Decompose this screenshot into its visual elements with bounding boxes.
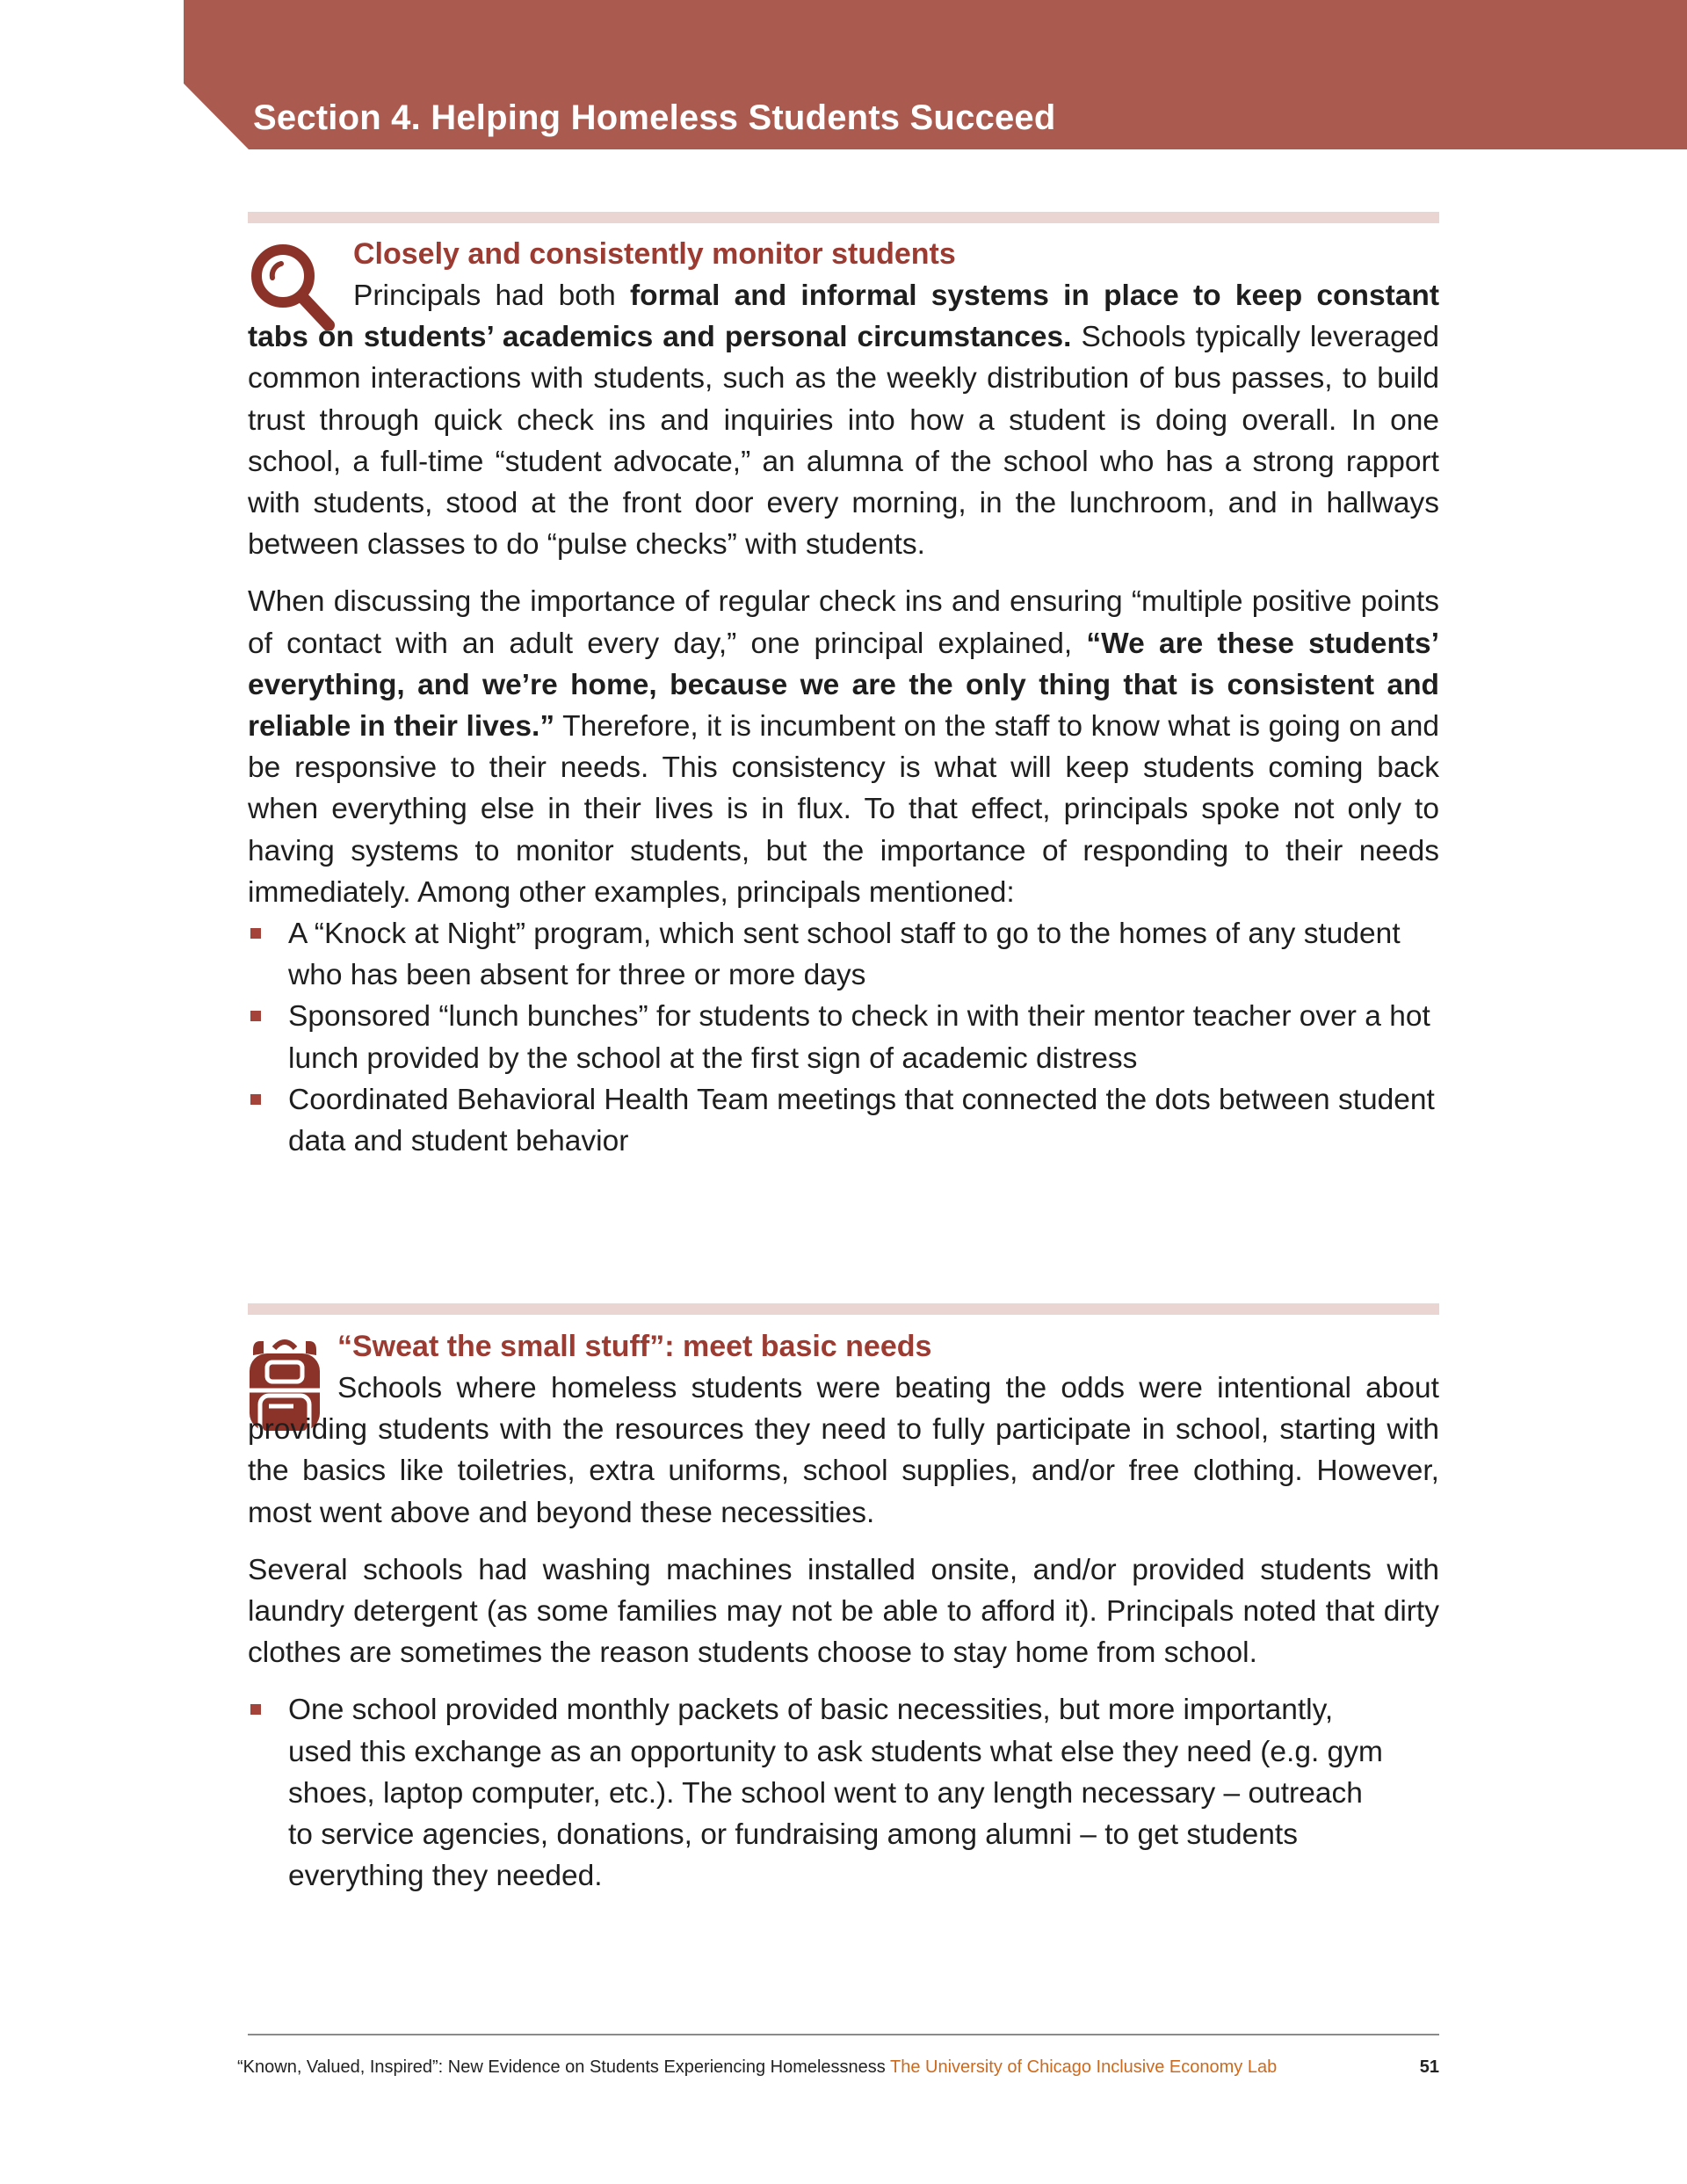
intro-paragraph: Schools where homeless students were beating the odds were intentional about providing students with the resources they need to fully participate in school, starting with the basics like toiletries, extra uniforms, school supplies, and/or free clothing. However, most went above and beyond these necessities.: [248, 1372, 1439, 1529]
list-item: [248, 996, 1439, 1078]
report-title: “Known, Valued, Inspired”: New Evidence on Students Experiencing Homelessness: [237, 2057, 886, 2077]
bullet-square-icon: [250, 1011, 261, 1021]
intro-bold: formal and informal systems in place to keep constant tabs on students’ academics and personal circumstances.: [248, 279, 1439, 354]
list-item: [248, 1079, 1439, 1162]
examples-list: [248, 913, 1439, 1162]
list-item-text: A “Knock at Night” program, which sent school staff to go to the homes of any student who has been absent for three or more days: [288, 918, 1401, 992]
section-basic-needs: [248, 1326, 1439, 1897]
page-number: 51: [1419, 2057, 1439, 2077]
page-footer: [237, 2057, 1439, 2078]
para-lead: When discussing the importance of regular check ins and ensuring “multiple positive points of contact with an adult every day,” one principal explained,: [248, 585, 1439, 660]
intro-rest: Schools typically leveraged common interactions with students, such as the weekly distribution of bus passes, to build trust through quick check ins and inquiries into how a student is doing overall. In one school, a full-time “student advocate,” an alumna of the school who has a strong rapport with students, stood at the front door every morning, in the lunchroom, and in hallways between classes to do “pulse checks” with students.: [248, 321, 1439, 562]
list-item-text: Coordinated Behavioral Health Team meetings that connected the dots between student data and student behavior: [288, 1083, 1435, 1158]
section-heading: Closely and consistently monitor students: [353, 237, 956, 271]
laundry-paragraph: Several schools had washing machines installed onsite, and/or provided students with laundry detergent (as some families may not be able to afford it). Principals noted that dirty clothes are sometimes the reason students choose to stay home from school.: [248, 1553, 1439, 1670]
organization-name: The University of Chicago Inclusive Economy Lab: [890, 2057, 1278, 2077]
list-item: [248, 1689, 1390, 1897]
section-heading: “Sweat the small stuff”: meet basic needs: [337, 1330, 932, 1363]
section-monitor-students: [248, 234, 1439, 1162]
intro-lead: Principals had both: [353, 279, 630, 312]
bullet-square-icon: [250, 1094, 261, 1105]
list-item-text: One school provided monthly packets of basic necessities, but more importantly, used this exchange as an opportunity to ask students what else they need (e.g. gym shoes, laptop computer, etc.). The school went to any length necessary – outreach to service agencies, donations, or fundraising among alumni – to get students everything they needed.: [288, 1694, 1383, 1893]
intro-paragraph: [248, 275, 1439, 565]
list-item-text: Sponsored “lunch bunches” for students to check in with their mentor teacher over a hot lunch provided by the school at the first sign of academic distress: [288, 1000, 1430, 1075]
bullet-square-icon: [250, 928, 261, 939]
para-rest: Therefore, it is incumbent on the staff to know what is going on and be responsive to their needs. This consistency is what will keep students coming back when everything else in their lives is in flux. To that effect, principals spoke not only to having systems to monitor students, but the importance of responding to their needs immediately. Among other examples, principals mentioned:: [248, 710, 1439, 909]
bullet-square-icon: [250, 1704, 261, 1715]
list-item: [248, 913, 1439, 996]
section-divider: [248, 1303, 1439, 1315]
section-divider: [248, 212, 1439, 223]
section-title: Section 4. Helping Homeless Students Succeed: [253, 98, 1056, 137]
principal-quote: “We are these students’ everything, and we’re home, because we are the only thing that is consistent and reliable in their lives.”: [248, 627, 1439, 744]
examples-list: [248, 1689, 1390, 1897]
footer-rule: [248, 2034, 1439, 2035]
quote-paragraph: [248, 581, 1439, 913]
